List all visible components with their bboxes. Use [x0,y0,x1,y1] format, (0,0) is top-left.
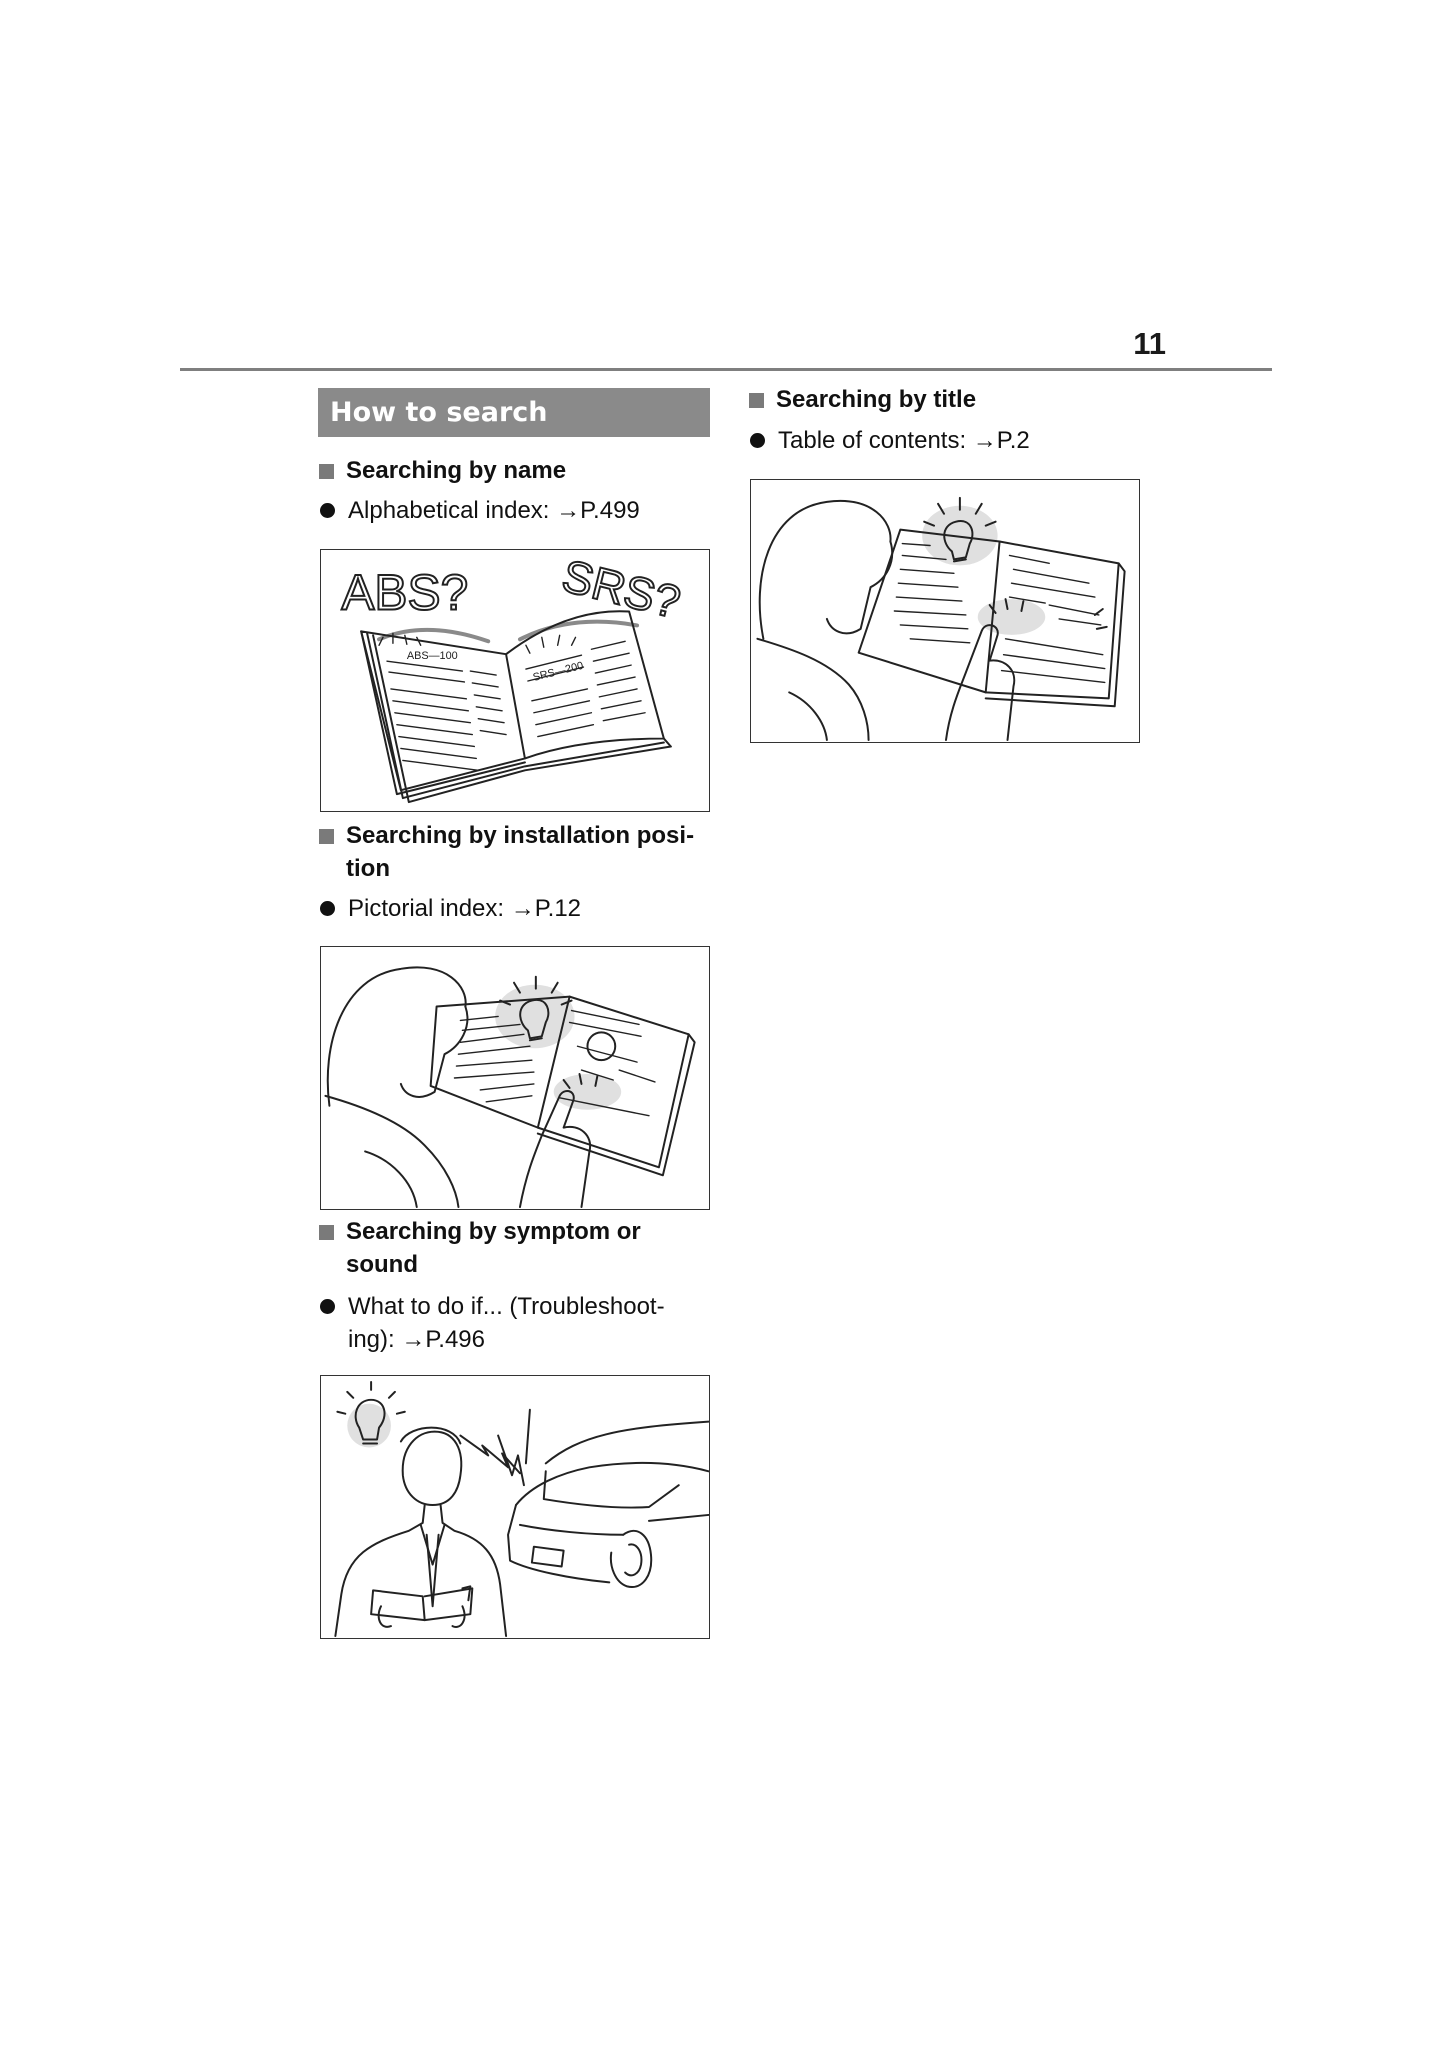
bullet-text: Table of contents: [778,427,973,454]
heading-square-icon [319,1225,334,1240]
page-reference-link[interactable]: →P.12 [510,895,582,922]
section-title: How to search [318,388,710,437]
figure-troubleshooting [320,1375,710,1639]
bullet-text-line1: What to do if... (Troubleshoot- [348,1293,665,1320]
page-number: 11 [1133,326,1166,361]
heading-square-icon [319,829,334,844]
bullet-alphabetical-index [320,494,640,527]
bullet-text: Pictorial index: [348,895,511,922]
bullet-dot-icon [750,433,765,448]
heading-search-by-title [748,383,976,416]
bullet-dot-icon [320,901,335,916]
figure-alphabetical-index [320,549,710,812]
heading-square-icon [749,393,764,408]
illustration-abs-text: ABS? [341,564,469,621]
heading-text-line2: sound [346,1251,418,1278]
heading-search-by-name [318,454,566,487]
heading-search-by-position [318,819,694,885]
heading-text: Searching by title [776,386,977,413]
heading-text-line2: tion [346,855,390,882]
bullet-pictorial-index [320,892,581,925]
bullet-dot-icon [320,1299,335,1314]
bullet-table-of-contents [750,424,1030,457]
illustration-srs-text: SRS? [557,550,686,629]
bullet-text-line2: ing): [348,1326,402,1353]
heading-square-icon [319,464,334,479]
bullet-dot-icon [320,503,335,518]
page-reference-link[interactable]: →P.496 [401,1326,485,1353]
page-reference-link[interactable]: →P.2 [972,427,1030,454]
heading-text-line1: Searching by installation posi- [346,822,695,849]
heading-text: Searching by name [346,457,567,484]
figure-table-of-contents [750,479,1140,743]
illustration-srs-label: SRS—200 [531,659,585,684]
illustration-abs-label: ABS—100 [406,650,458,663]
heading-search-by-symptom [318,1215,641,1281]
bullet-troubleshooting [320,1290,665,1356]
heading-text-line1: Searching by symptom or [346,1218,641,1245]
figure-pictorial-index [320,946,710,1210]
page-reference-link[interactable]: →P.499 [556,497,640,524]
bullet-text: Alphabetical index: [348,497,557,524]
header-rule [180,368,1272,371]
